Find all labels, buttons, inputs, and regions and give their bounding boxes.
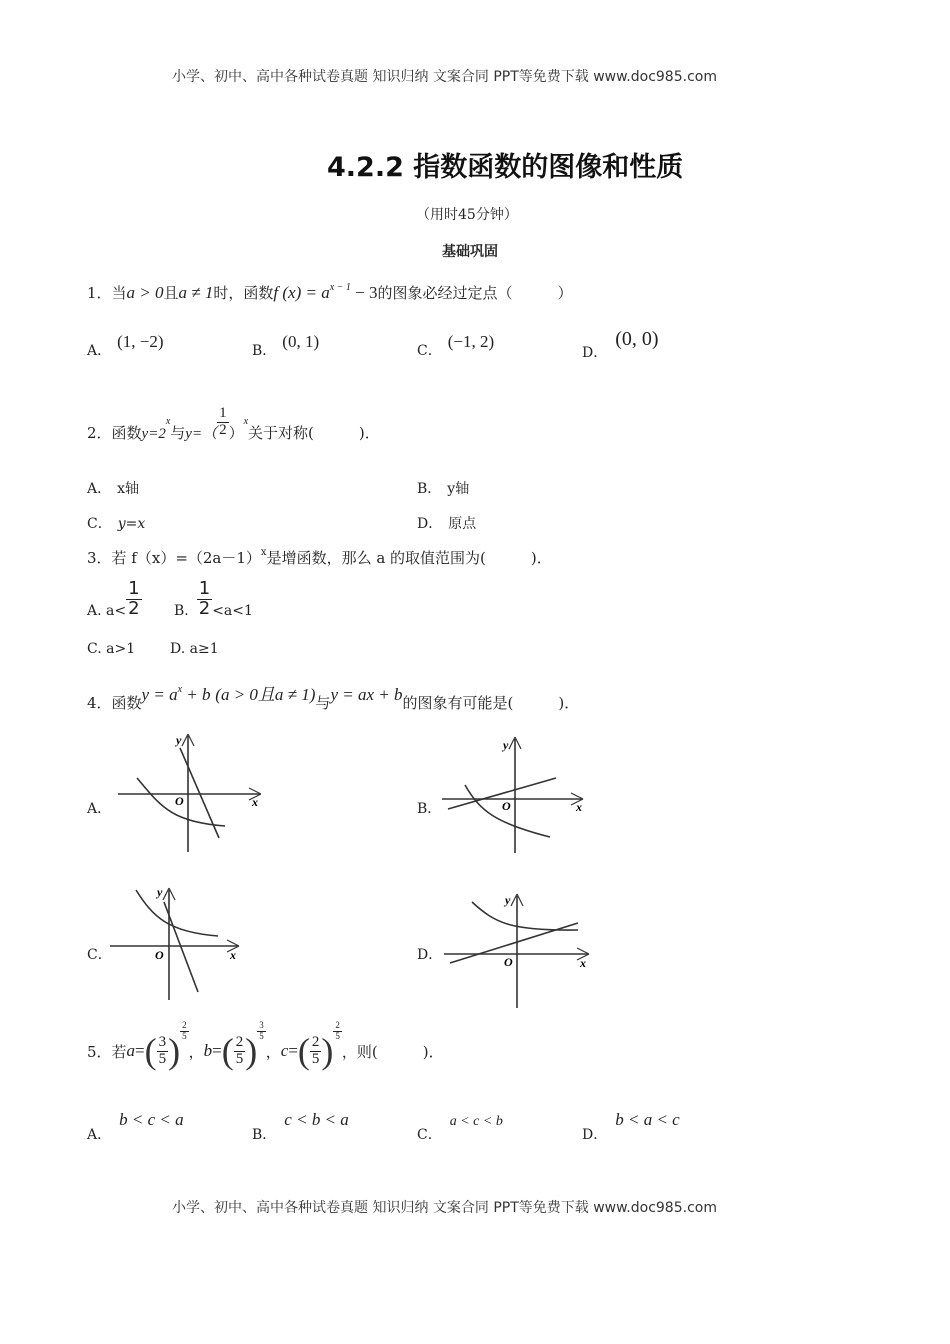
q5-a-exponent — [180, 1021, 189, 1041]
exp-denominator: 5 — [259, 1030, 264, 1041]
q4-option-a-label[interactable]: A． — [87, 801, 112, 817]
page-title: 4.2.2 指数函数的图像和性质 — [327, 152, 684, 183]
option-value: (1, −2) — [117, 332, 164, 351]
q5-var-c: c — [280, 1041, 289, 1060]
option-text: A. a< — [87, 603, 127, 620]
question-1 — [87, 282, 573, 303]
q1-option-d[interactable] — [582, 328, 659, 363]
option-text: D. a≥1 — [170, 641, 219, 657]
option-label: A． — [87, 481, 112, 497]
option-value: c < b < a — [284, 1110, 349, 1129]
q2-option-c[interactable] — [87, 513, 145, 533]
q1-text2: 时，函数 — [213, 284, 274, 302]
page-footer: 小学、初中、高中各种试卷真题 知识归纳 文案合同 PPT等免费下载 www.doc985.com — [172, 1200, 717, 1216]
axis-y-label: y — [176, 733, 182, 747]
q4-and: 与 — [315, 694, 331, 712]
q4-option-d-label[interactable]: D． — [417, 947, 443, 963]
q5-option-a[interactable] — [87, 1110, 184, 1144]
frac-denominator: 5 — [235, 1050, 244, 1067]
option-fraction — [197, 580, 212, 619]
q1-text3: 的图象必经过定点（ ） — [377, 284, 573, 302]
origin-label: O — [502, 799, 511, 813]
option-text: B. — [174, 603, 189, 620]
frac-denominator: 2 — [128, 597, 140, 619]
option-value: (0, 0) — [615, 328, 659, 350]
q5-option-c[interactable] — [417, 1114, 503, 1144]
q4-condition: (a > 0且a ≠ 1) — [215, 685, 316, 704]
q1-cond1: a > 0 — [126, 283, 164, 302]
frac-denominator: 2 — [219, 421, 227, 438]
q1-and: 且 — [163, 284, 179, 302]
q2-func2-exp: x — [243, 416, 249, 428]
option-label: D． — [582, 345, 608, 361]
q5-c-exponent — [333, 1021, 342, 1041]
q3-option-d[interactable] — [170, 641, 219, 657]
section-heading: 基础巩固 — [442, 244, 498, 260]
q4-graph-a[interactable] — [115, 730, 275, 860]
q1-exponent: x − 1 — [329, 282, 351, 293]
q5-paren-close: ) — [321, 1031, 334, 1071]
page-header: 小学、初中、高中各种试卷真题 知识归纳 文案合同 PPT等免费下载 www.doc985.com — [172, 69, 717, 85]
q5-equals: = — [135, 1041, 145, 1060]
q5-option-b[interactable] — [252, 1110, 349, 1144]
q2-text-end: 关于对称( )． — [248, 424, 380, 443]
option-text: C. a>1 — [87, 641, 136, 657]
axis-y-label: y — [503, 738, 509, 752]
q4-func1: y = a — [141, 685, 178, 704]
origin-label: O — [175, 794, 184, 808]
q2-number: 2．函数 — [87, 424, 142, 443]
q5-paren-open: ( — [221, 1031, 234, 1071]
frac-numerator: 1 — [128, 578, 140, 599]
option-label: C． — [417, 343, 442, 359]
q1-cond2: a ≠ 1 — [178, 283, 214, 302]
axis-x-label: x — [576, 800, 582, 814]
axis-x-label: x — [580, 956, 586, 970]
q5-b-fraction — [234, 1035, 246, 1068]
q2-func1: y=2 — [141, 426, 166, 443]
option-value: y=x — [117, 516, 146, 532]
q1-number: 1．当 — [87, 284, 127, 302]
frac-denominator: 5 — [311, 1050, 320, 1067]
q5-paren-open: ( — [297, 1031, 310, 1071]
q2-func2-close: ） — [228, 424, 244, 443]
q4-graph-b[interactable] — [440, 733, 600, 863]
q1-function: f (x) = a — [273, 283, 330, 302]
q4-func1-b: + b — [182, 685, 211, 704]
option-value: b < a < c — [615, 1110, 680, 1129]
q3-option-a[interactable] — [87, 580, 142, 619]
option-label: B． — [252, 343, 277, 359]
option-value: (0, 1) — [282, 332, 320, 351]
frac-numerator: 1 — [198, 578, 211, 599]
question-5 — [87, 1020, 444, 1072]
option-label: A． — [87, 1127, 112, 1143]
q3-exponent: x — [260, 547, 267, 558]
q5-c-fraction — [310, 1035, 322, 1068]
question-2 — [87, 392, 380, 443]
q4-graph-c[interactable] — [108, 882, 268, 1007]
q5-paren-close: ) — [245, 1031, 258, 1071]
q1-minus3: − 3 — [350, 283, 378, 302]
q2-func2: y=（ — [185, 426, 218, 443]
option-value: 原点 — [448, 516, 477, 532]
q5-a-fraction — [157, 1035, 169, 1068]
axis-y-label: y — [157, 885, 163, 899]
q4-text-end: 的图象有可能是( )． — [402, 694, 580, 712]
option-value: a < c < b — [449, 1114, 503, 1129]
exp-numerator: 2 — [335, 1020, 340, 1031]
q1-option-c[interactable] — [417, 332, 495, 360]
option-label: B． — [417, 481, 442, 497]
q4-number: 4．函数 — [87, 694, 142, 712]
axis-x-label: x — [230, 948, 236, 962]
q5-separator: ， — [265, 1042, 281, 1061]
q5-var-a: a — [126, 1041, 136, 1060]
option-value: (−1, 2) — [447, 332, 495, 351]
frac-numerator: 2 — [235, 1033, 244, 1050]
q5-paren-close: ) — [168, 1031, 181, 1071]
q2-fraction — [217, 406, 229, 439]
option-label: C． — [87, 516, 112, 532]
q4-func1-exp: x — [177, 684, 183, 695]
axis-y-label: y — [505, 893, 511, 907]
q3-text-end: 是增函数，那么 a 的取值范围为( )． — [266, 549, 552, 567]
q1-option-a[interactable] — [87, 332, 164, 360]
q2-option-a[interactable] — [87, 478, 139, 498]
option-label: D． — [582, 1127, 608, 1143]
option-text: <a<1 — [212, 603, 253, 620]
option-value: x轴 — [117, 481, 140, 497]
q5-paren-open: ( — [144, 1031, 157, 1071]
q5-option-d[interactable] — [582, 1110, 680, 1144]
frac-denominator: 2 — [198, 597, 211, 619]
q2-option-d[interactable] — [417, 513, 476, 533]
option-label: B． — [252, 1127, 277, 1143]
exp-numerator: 3 — [259, 1020, 264, 1031]
q5-equals: = — [288, 1041, 298, 1060]
q2-func1-exp: x — [165, 416, 171, 428]
q3-text: 3．若 f（x）=（2a－1） — [87, 549, 261, 567]
q5-equals: = — [212, 1041, 222, 1060]
frac-numerator: 3 — [158, 1033, 167, 1050]
option-label: D． — [417, 516, 443, 532]
q1-option-b[interactable] — [252, 332, 320, 360]
q4-graph-d[interactable] — [440, 888, 600, 1013]
option-value: b < c < a — [119, 1110, 184, 1129]
frac-numerator: 1 — [219, 405, 227, 421]
q3-option-c[interactable] — [87, 641, 135, 657]
q5-var-b: b — [203, 1041, 213, 1060]
origin-label: O — [155, 948, 164, 962]
frac-denominator: 5 — [158, 1050, 167, 1067]
option-value: y轴 — [447, 481, 470, 497]
option-fraction — [126, 580, 141, 619]
origin-label: O — [504, 955, 513, 969]
question-4 — [87, 680, 580, 712]
q5-text-end: ，则( )． — [341, 1042, 444, 1061]
q5-number: 5．若 — [87, 1042, 127, 1061]
option-label: C． — [417, 1127, 442, 1143]
exp-denominator: 5 — [335, 1030, 340, 1041]
q4-option-c-label[interactable]: C． — [87, 947, 112, 963]
q4-option-b-label[interactable]: B． — [417, 801, 442, 817]
exp-numerator: 2 — [182, 1020, 187, 1031]
q3-option-b[interactable] — [174, 580, 253, 619]
exp-denominator: 5 — [182, 1030, 187, 1041]
q2-and: 与 — [170, 424, 186, 443]
q5-separator: ， — [188, 1042, 204, 1061]
time-limit: （用时45分钟） — [416, 207, 518, 223]
q2-option-b[interactable] — [417, 478, 469, 498]
frac-numerator: 2 — [311, 1033, 320, 1050]
axis-x-label: x — [252, 795, 258, 809]
option-label: A． — [87, 343, 112, 359]
q5-b-exponent — [257, 1021, 266, 1041]
question-3 — [87, 547, 552, 568]
q4-func2: y = ax + b — [330, 685, 403, 704]
